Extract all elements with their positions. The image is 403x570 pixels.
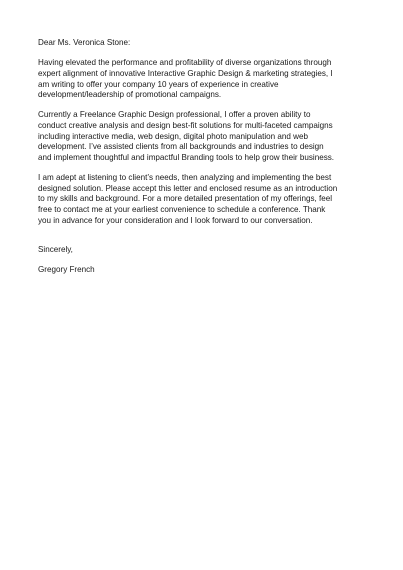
paragraph-line: to my skills and background. For a more detailed presentation of my offerings, feel: [38, 194, 333, 204]
paragraph-line: designed solution. Please accept this letter and enclosed resume as an introduction: [38, 183, 338, 193]
signature-name: Gregory French: [38, 265, 95, 274]
paragraph-line: I am adept at listening to client’s needs, then analyzing and implementing the best: [38, 172, 332, 182]
paragraph-line: expert alignment of innovative Interactive Graphic Design & marketing strategies, I: [38, 68, 333, 78]
paragraph-line: you in advance for your consideration and I look forward to our conversation.: [38, 216, 313, 226]
paragraph-line: development. I’ve assisted clients from all backgrounds and industries to design: [38, 142, 324, 152]
paragraph-line: conduct creative analysis and design best-fit solutions for multi-faceted campaigns: [38, 120, 333, 130]
salutation: Dear Ms. Veronica Stone:: [38, 38, 131, 47]
paragraph-line: Having elevated the performance and profitability of diverse organizations through: [38, 57, 332, 67]
paragraph-line: free to contact me at your earliest convenience to schedule a conference. Thank: [38, 205, 326, 215]
paragraph-line: including interactive media, web design, digital photo manipulation and web: [38, 131, 308, 141]
paragraph-line: development/leadership of promotional campaigns.: [38, 90, 222, 100]
paragraph-line: am writing to offer your company 10 years of experience in creative: [38, 79, 279, 89]
paragraph-line: Currently a Freelance Graphic Design professional, I offer a proven ability to: [38, 109, 311, 119]
closing: Sincerely,: [38, 245, 73, 254]
paragraph-2: [38, 110, 368, 165]
letter-body: [38, 38, 368, 236]
paragraph-line: and implement thoughtful and impactful Branding tools to help grow their business.: [38, 153, 335, 163]
paragraph-3: [38, 173, 368, 228]
paragraph-1: [38, 58, 368, 102]
